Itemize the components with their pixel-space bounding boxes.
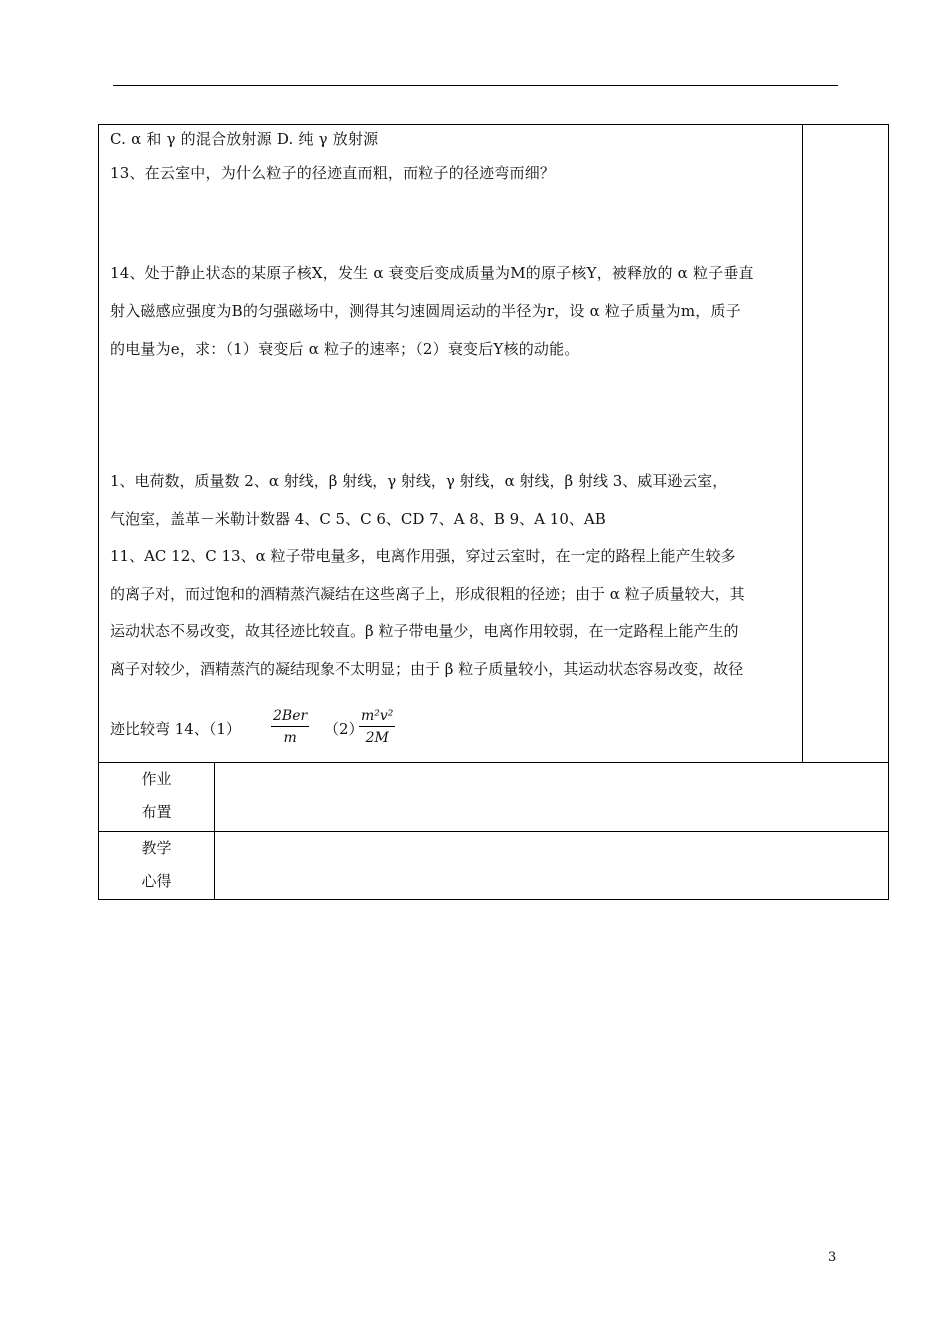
formula-denominator: m xyxy=(283,730,297,746)
question-14-line3: 的电量为e，求：（1）衰变后 α 粒子的速率；（2）衰变后Y核的动能。 xyxy=(110,340,580,358)
homework-row xyxy=(98,762,889,832)
formula-numerator: 2Ber xyxy=(271,706,309,727)
formula-velocity xyxy=(271,706,309,749)
answer-line: 11、AC 12、C 13、α 粒子带电量多，电离作用强，穿过云室时，在一定的路程上能产生较多 xyxy=(110,547,736,565)
reflection-label: 教学 xyxy=(141,839,172,857)
homework-label: 布置 xyxy=(141,803,172,821)
answer-line: 离子对较少，酒精蒸汽的凝结现象不太明显；由于 β 粒子质量较小，其运动状态容易改变，故径 xyxy=(110,660,744,678)
formula-numerator: m²v² xyxy=(359,706,395,727)
homework-label-cell xyxy=(99,763,215,831)
reflection-row xyxy=(98,831,889,900)
formula-denominator: 2M xyxy=(365,730,389,746)
formula-kinetic-energy xyxy=(359,706,395,749)
option-line: C. α 和 γ 的混合放射源 D. 纯 γ 放射源 xyxy=(110,130,379,148)
answer-line: 迹比较弯 14、（1） xyxy=(110,720,241,738)
header-rule xyxy=(113,85,838,86)
page-number: 3 xyxy=(828,1250,837,1265)
homework-label: 作业 xyxy=(141,770,172,788)
question-14-line2: 射入磁感应强度为B的匀强磁场中，测得其匀速圆周运动的半径为r，设 α 粒子质量为m，质子 xyxy=(110,302,741,320)
answer-line: 运动状态不易改变，故其径迹比较直。β 粒子带电量少，电离作用较弱，在一定路程上能产生的 xyxy=(110,622,739,640)
question-14-line1: 14、处于静止状态的某原子核X，发生 α 衰变后变成质量为M的原子核Y，被释放的 α 粒子垂直 xyxy=(110,264,754,282)
reflection-label: 心得 xyxy=(141,872,172,890)
answer-line: 气泡室，盖革－米勒计数器 4、C 5、C 6、CD 7、A 8、B 9、A 10、AB xyxy=(110,510,606,528)
answer-line: 的离子对，而过饱和的酒精蒸汽凝结在这些离子上，形成很粗的径迹；由于 α 粒子质量较大，其 xyxy=(110,585,745,603)
answer-part2-label: （2） xyxy=(324,720,364,738)
question-13: 13、在云室中，为什么粒子的径迹直而粗，而粒子的径迹弯而细？ xyxy=(110,164,556,182)
reflection-label-cell xyxy=(99,832,215,899)
answer-line: 1、电荷数，质量数 2、α 射线，β 射线，γ 射线，γ 射线，α 射线，β 射线 3、威耳逊云室， xyxy=(110,472,728,490)
